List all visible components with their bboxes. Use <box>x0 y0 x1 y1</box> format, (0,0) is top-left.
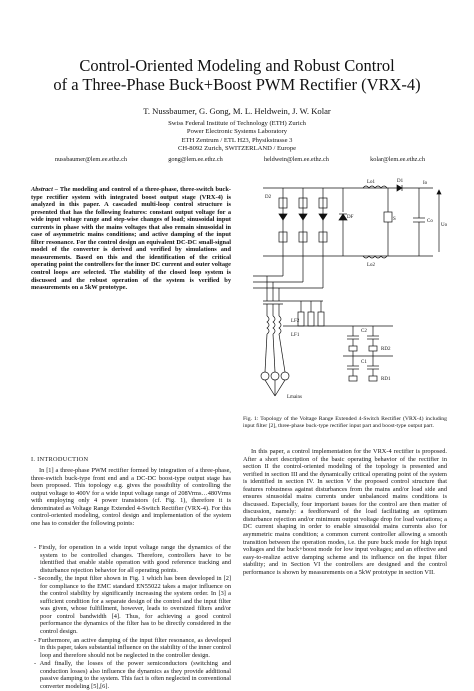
affiliation <box>20 120 454 154</box>
email-address[interactable]: kolar@lem.ee.ethz.ch <box>370 156 425 163</box>
affiliation-line: Power Electronic Systems Laboratory <box>186 128 288 136</box>
email-address[interactable]: heldwein@lem.ee.ethz.ch <box>263 156 329 163</box>
label-c1: C1 <box>361 360 367 365</box>
label-df: DF <box>347 215 354 220</box>
label-lf1: LF1 <box>291 333 300 338</box>
label-uo: Uo <box>441 223 447 228</box>
email-address[interactable]: gong@lem.ee.ethz.ch <box>168 156 223 163</box>
label-d2: D2 <box>265 195 272 200</box>
label-co: Co <box>427 219 433 224</box>
list-item: - And finally, the losses of the power semiconductors (switching and conduction losses) also influence the dynamics as they provide additional passive damping to the system. This fact is often neglected in conventional converter modeling [5],[6]. <box>34 660 231 690</box>
label-lo1: Lo1 <box>367 180 376 185</box>
figure-caption: Fig. 1: Topology of the Voltage Range Extended 4-Switch Rectifier (VRX-4) including input filter [2], three-phase buck-type rectifier input part and boost-type output part. <box>243 416 447 429</box>
intro-bullet-list <box>31 544 231 691</box>
label-rd1: RD1 <box>381 377 391 382</box>
body-paragraph: In this paper, a control implementation for the VRX-4 rectifier is proposed. After a short description of the basic operating behavior of the rectifier in section II the control-oriented modeling of the topology is presented and verified in section III and the dynamically critical operating point of the system is identified in section IV. In section V the proposed control structure that features robustness against disturbances from the mains and/or load side and ensures sinusoidal mains currents under unbalanced mains conditions is discussed. Especially, four important issues for the control are then matter of discussion, namely: a feedforward of the load facilitating an optimum disturbance rejection and/or minimum output voltage drop for load variations; a DC current shaping in order to enable sinusoidal mains currents also for asymmetric mains condition; a common current controller allowing a smooth transition between the operation modes, i.e. the pure buck mode for high input voltages and the buck+boost mode for low input voltages; and an effective and easy-to-realize active damping scheme and its influence on the input filter stability; and in Section VI the controllers are designed and the control performance is shown by measurements on a 5kW prototype in section VII. <box>243 448 447 576</box>
bridge-legs <box>279 188 327 256</box>
title-line-1: Control-Oriented Modeling and Robust Control <box>79 56 395 75</box>
abstract <box>31 186 231 292</box>
abstract-label: Abstract <box>31 186 53 193</box>
title-line-2: of a Three-Phase Buck+Boost PWM Rectifier (VRX-4) <box>53 75 421 94</box>
abstract-text: – The modeling and control of a three-phase, three-switch buck-type rectifier system with integrated boost output stage (VRX-4) is analyzed in this paper. A cascaded multi-loop control structure is presented that has the following features: constant output voltage for a wide input voltage range and step-wise changes of load; sinusoidal input currents in phase with the mains voltages that also remain sinusoidal in case of asymmetric mains conditions; and active damping of the input filter resonance. For the control design an equivalent DC-DC small-signal model of the converter is derived and verified by simulations and measurements. Based on this and the identification of the critical operating point the controllers for the inner DC current and outer voltage control loops are selected. The stability of the closed loop system is discussed and the robust operation of the system is verified by measurements on a 5kW prototype. <box>31 186 231 292</box>
input-filter <box>253 256 393 381</box>
list-item: - Firstly, for operation in a wide input voltage range the dynamics of the system to be controlled changes. Therefore, controllers have to be identified that enable stable operation with good reference tracking and disturbance rejection behavior for all operating points. <box>34 544 231 574</box>
section-heading: I. INTRODUCTION <box>31 456 89 463</box>
label-s: S <box>393 217 396 222</box>
label-lf2: LF2 <box>291 319 300 324</box>
label-io: Io <box>423 181 428 186</box>
list-item: - Secondly, the input filter shown in Fig. 1 which has been developed in [2] for compliance to the EMC standard EN55022 takes a major influence on the control stability by significantly increasing the system order. In [3] a sufficient condition for a separate design of the control and the input filter was given, whose fulfillment, however, leads to oversized filters and/or poor control bandwidth [4]. Thus, for achieving a good control performance the dynamics of the filter has to be directly considered in the control design. <box>34 575 231 636</box>
author-list: T. Nussbaumer, G. Gong, M. L. Heldwein, J. W. Kolar <box>143 106 331 116</box>
email-address[interactable]: nussbaumer@lem.ee.ethz.ch <box>55 156 128 163</box>
affiliation-line: Swiss Federal Institute of Technology (ETH) Zurich <box>168 120 306 127</box>
email-row <box>55 156 425 163</box>
label-lo2: Lo2 <box>367 263 376 268</box>
affiliation-line: CH-8092 Zurich, SWITZERLAND / Europe <box>177 145 297 153</box>
label-c2: C2 <box>361 329 367 334</box>
circuit-schematic <box>243 176 447 408</box>
paper-title <box>20 56 454 94</box>
list-item: - Furthermore, an active damping of the input filter resonance, as developed in this paper, takes substantial influence on the stability of the inner control loop and therefore should not be neglected in the controller design. <box>34 636 231 659</box>
affiliation-line: ETH Zentrum / ETL H23, Physikstrasse 3 <box>181 136 293 144</box>
intro-paragraph: In [1] a three-phase PWM rectifier formed by integration of a three-phase, three-switch buck-type front end and a DC-DC boost-type output stage has been proposed. This topology e.g. gives the possibility of controlling the output voltage to 400V for a wide input voltage range of 208Vrms…480Vrms with employing only 4 power transistors (cf. Fig. 1), therefore it is denominated as Voltage Range Extended 4-Switch Rectifier (VRX-4). For this control-oriented modeling, control design and implementation of the system one has to consider the following points: <box>31 467 231 527</box>
mains-sources <box>261 334 289 396</box>
label-d1: D1 <box>397 179 404 184</box>
label-lmains: Lmains <box>287 395 302 400</box>
label-rd2: RD2 <box>381 347 391 352</box>
